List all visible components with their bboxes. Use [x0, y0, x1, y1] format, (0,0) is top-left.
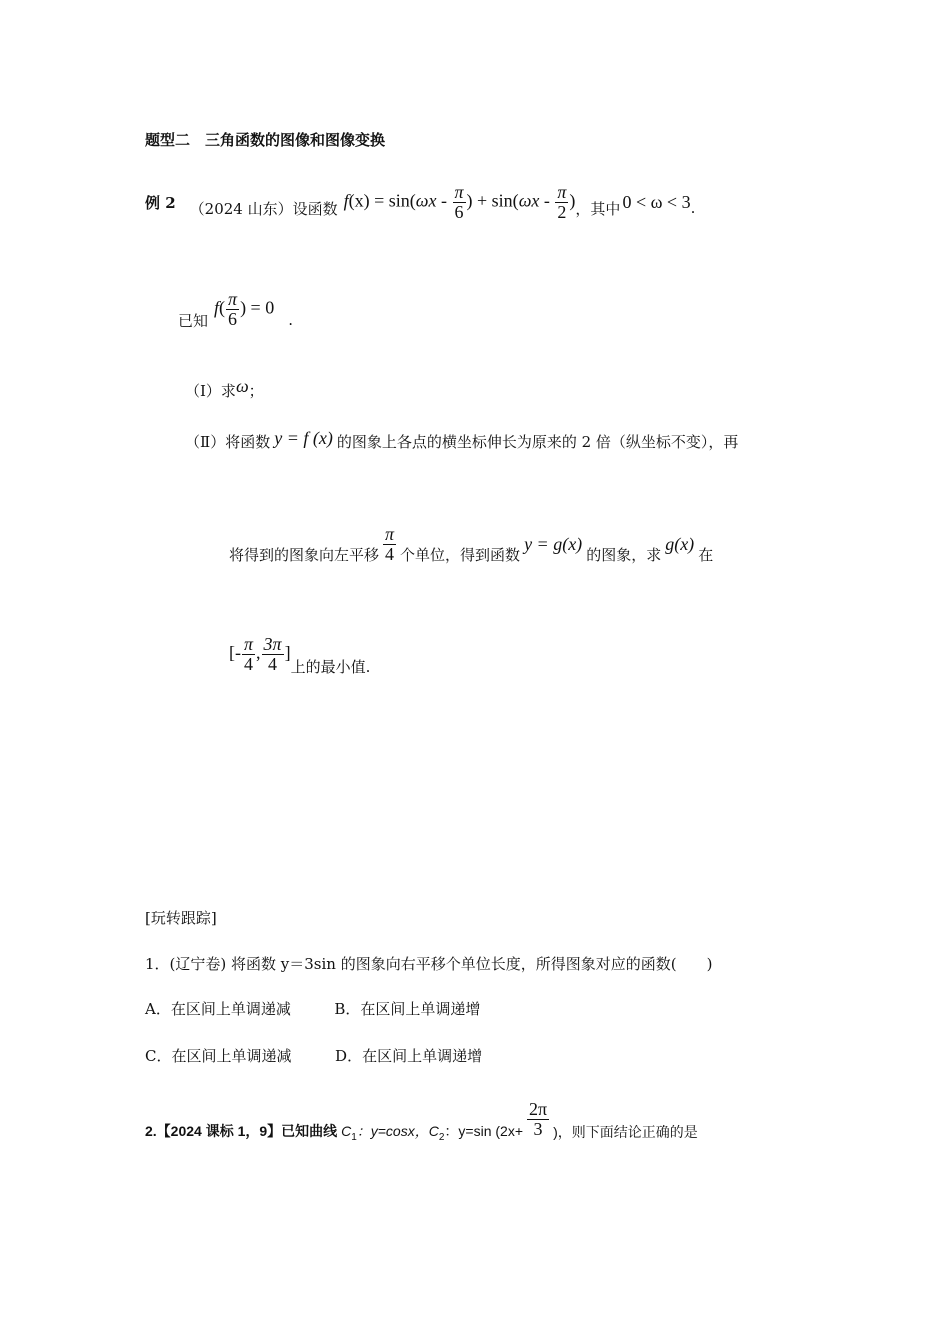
- omega-condition: 0 < ω < 3: [622, 191, 691, 212]
- known-formula: f( $\frac{\pi}{6}$ ) = 0: [214, 288, 275, 329]
- part-two-line1: （Ⅱ）将函数 y = f (x) 的图象上各点的横坐标伸长为原来的 2 倍（纵坐标不变），再: [185, 428, 739, 451]
- example-label: 例 2: [145, 193, 176, 212]
- fraction-2pi-3: $\frac{2\pi}{3}$: [529, 1098, 548, 1139]
- option-a: A．在区间上单调递减: [145, 1000, 291, 1018]
- interval: [- $\frac{\pi}{4}$ , $\frac{3\pi}{4}$ ]: [229, 633, 291, 674]
- question-1: 1．(辽宁卷) 将函数 y＝3sin 的图象向右平移个单位长度，所得图象对应的函数( ): [145, 955, 713, 973]
- part-two-line2: 将得到的图象向左平移 $\frac{\pi}{4}$ 个单位，得到函数 y = g(x) 的图象，求 g(x) 在: [229, 523, 714, 564]
- interval-line: [- $\frac{\pi}{4}$ , $\frac{3\pi}{4}$ ] 上的最小值.: [229, 633, 371, 676]
- option-b: B．在区间上单调递增: [334, 1000, 481, 1018]
- fraction-pi-4: $\frac{\pi}{4}$: [385, 523, 395, 564]
- example-line: 例 2 （2024 山东）设函数 f(x) = sin(ωx - $\frac{\pi}{6}$ ) + sin(ωx - $\frac{\pi}{2}$ ) ，其中 0 < ω < 3 .: [145, 181, 696, 222]
- option-d: D．在区间上单调递增: [335, 1047, 483, 1065]
- part-one: （Ⅰ）求ω；: [185, 376, 264, 400]
- question-1-options-ab: [145, 998, 480, 1019]
- example-intro: （2024 山东）设函数: [189, 199, 338, 218]
- function-formula: f(x) = sin(ωx - $\frac{\pi}{6}$ ) + sin(ωx - $\frac{\pi}{2}$ ): [343, 181, 576, 222]
- question-2: 2.【2024 课标 1，9】已知曲线 $C_1$：y=cosx，$C_2$：y=sin (2x+ $\frac{2\pi}{3}$ )，则下面结论正确的是: [145, 1098, 698, 1143]
- fraction-pi-6: $\frac{\pi}{6}$: [454, 181, 464, 222]
- practice-header: [玩转跟踪]: [145, 909, 217, 927]
- section-title: 题型二 三角函数的图像和图像变换: [145, 131, 386, 149]
- known-condition: 已知 f( $\frac{\pi}{6}$ ) = 0 .: [178, 288, 293, 330]
- question-1-options-cd: [145, 1045, 482, 1066]
- option-c: C．在区间上单调递减: [145, 1047, 292, 1065]
- fraction-pi-2: $\frac{\pi}{2}$: [557, 181, 567, 222]
- qizhong-text: ，其中: [575, 199, 621, 218]
- fraction-pi-6: $\frac{\pi}{6}$: [228, 288, 238, 329]
